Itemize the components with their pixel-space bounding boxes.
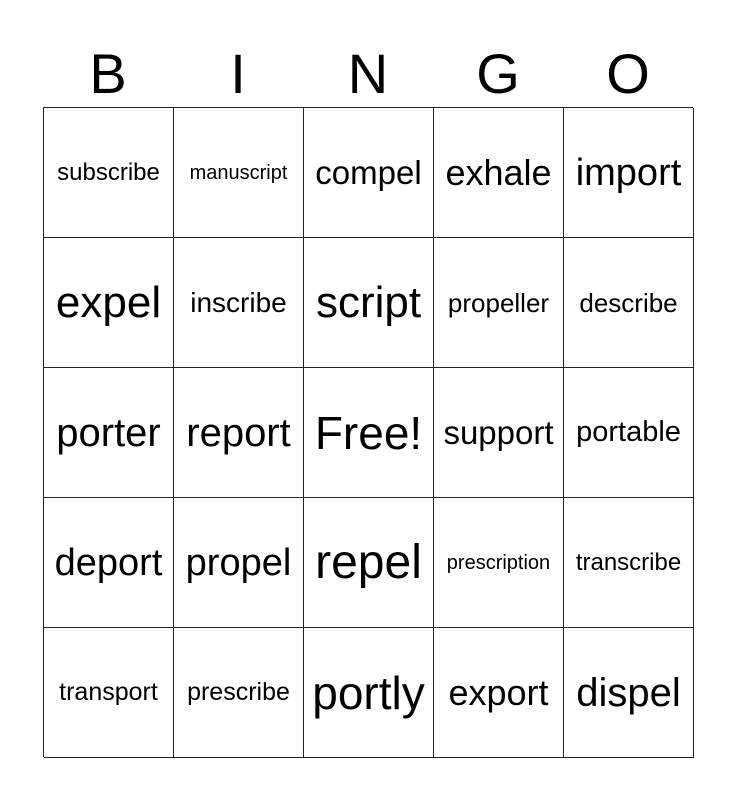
- bingo-cell[interactable]: [174, 368, 304, 498]
- cell-word: subscribe: [57, 158, 160, 186]
- bingo-cell[interactable]: [564, 108, 694, 238]
- cell-word: Free!: [314, 406, 423, 459]
- bingo-cell[interactable]: [434, 108, 564, 238]
- cell-word: prescription: [446, 551, 551, 574]
- cell-word: portable: [576, 416, 681, 448]
- bingo-cell[interactable]: [44, 368, 174, 498]
- cell-word: compel: [315, 154, 422, 191]
- cell-word: report: [186, 410, 291, 455]
- cell-word: prescribe: [187, 678, 290, 706]
- bingo-cell[interactable]: [44, 498, 174, 628]
- bingo-cell[interactable]: [434, 238, 564, 368]
- cell-word: dispel: [576, 670, 681, 715]
- cell-word: portly: [312, 666, 425, 719]
- bingo-cell[interactable]: [304, 108, 434, 238]
- cell-word: transport: [59, 678, 158, 706]
- bingo-cell[interactable]: [304, 628, 434, 758]
- header-letter-i: I: [230, 42, 246, 105]
- bingo-cell[interactable]: [304, 238, 434, 368]
- free-space[interactable]: [304, 368, 434, 498]
- bingo-cell[interactable]: [174, 498, 304, 628]
- bingo-cell[interactable]: [434, 368, 564, 498]
- cell-word: porter: [56, 410, 161, 455]
- bingo-cell[interactable]: [564, 238, 694, 368]
- cell-word: script: [315, 277, 422, 327]
- bingo-cell[interactable]: [174, 628, 304, 758]
- bingo-header: [43, 42, 693, 105]
- bingo-cell[interactable]: [304, 498, 434, 628]
- cell-word: support: [443, 414, 554, 451]
- cell-word: deport: [54, 541, 163, 584]
- bingo-cell[interactable]: [434, 498, 564, 628]
- cell-word: describe: [579, 287, 678, 318]
- header-letter-n: N: [347, 42, 389, 105]
- bingo-cell[interactable]: [174, 238, 304, 368]
- cell-word: propel: [185, 541, 292, 584]
- cell-word: repel: [315, 535, 422, 589]
- cell-word: exhale: [445, 151, 552, 193]
- cell-word: import: [575, 151, 682, 194]
- bingo-cell[interactable]: [44, 108, 174, 238]
- bingo-cell[interactable]: [564, 368, 694, 498]
- cell-word: expel: [55, 277, 162, 327]
- header-letter-g: G: [476, 42, 520, 105]
- bingo-cell[interactable]: [44, 628, 174, 758]
- header-letter-o: O: [606, 42, 650, 105]
- bingo-cell[interactable]: [564, 498, 694, 628]
- cell-word: export: [448, 671, 549, 713]
- bingo-cell[interactable]: [174, 108, 304, 238]
- cell-word: manuscript: [189, 161, 288, 184]
- bingo-cell[interactable]: [434, 628, 564, 758]
- cell-word: inscribe: [190, 286, 287, 318]
- bingo-board: [43, 107, 693, 757]
- header-letter-b: B: [89, 42, 127, 105]
- bingo-cell[interactable]: [564, 628, 694, 758]
- bingo-cell[interactable]: [44, 238, 174, 368]
- cell-word: transcribe: [575, 548, 682, 576]
- cell-word: propeller: [447, 287, 550, 318]
